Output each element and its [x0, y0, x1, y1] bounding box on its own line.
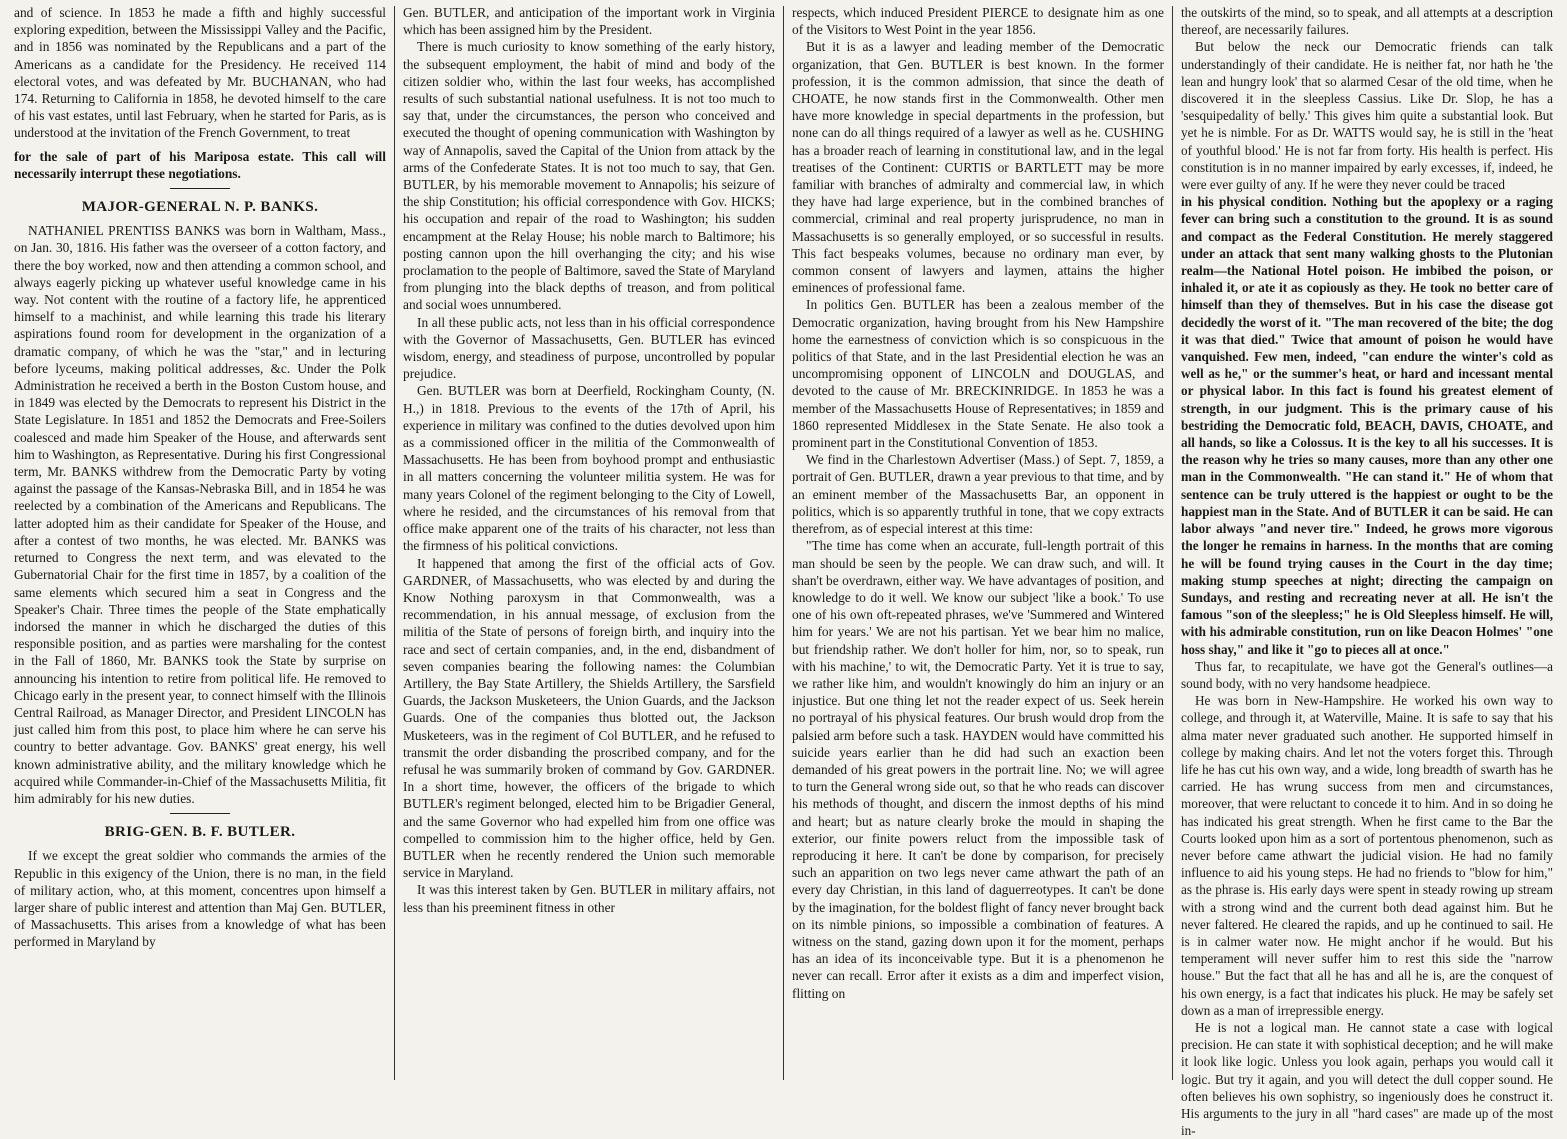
article-paragraph: He was born in New-Hampshire. He worked his own way to college, and through it, at Waterville, Maine. It is safe to say that his alma mater never graduated such another. He supported himself in college by making chairs. And let not the voters forget this. Through life he has cut his own way, and a wide, long breadth of swarth has he carried. He has wrung success from men and circumstances, moreover, that were reluctant to concede it to him. And in so doing he has indicated his great strength. When he first came to the Bar the Courts looked upon him as a sort of portentous phenomenon, such as never before came athwart the judicial vision. He had no family influence to aid his young steps. He had no friends to "blow for him," as the phrase is. His early days were spent in steady rowing up stream with a strong wind and the current both dead against him. But he never faltered. He cleared the rapids, and up he continued to sail. He is in calmer water now. He might anchor if he would. But his temperament will never suffer him to rest this side the "narrow house." But the fact that all he has and all he is, are the conquest of his own energy, is a fact that indicates his pluck. He may be safely set down as a man of irrepressible energy.: [1181, 693, 1553, 1018]
article-paragraph: He is not a logical man. He cannot state a case with logical precision. He can state it with sophistical deception; and he will make it look like logic. Unless you look again, perhaps you would call it logic. But try it again, and you will detect the dull copper sound. He often believes his own sophistry, so ingeniously does he construct it. His arguments to the jury in all "hard cases" are made up of the most in-: [1181, 1019, 1553, 1139]
article-paragraph: But below the neck our Democratic friends can talk understandingly of their candidate. He is neither fat, nor hath he 'the lean and hungry look' that so alarmed Cesar of the old time, when he discovered it in the sleepless Cassius. Like Dr. Slop, he has a 'sesquipedality of belly.' This gives him quite a substantial look. But yet he is nimble. For as Dr. WATTS would say, he is still in the 'heat of youthful blood.' He is not far from forty. His health is perfect. His constitution is in no manner impaired by early excesses, if, indeed, he were ever guilty of any. If he were they never could be traced: [1181, 39, 1553, 193]
article-paragraph: respects, which induced President PIERCE to designate him as one of the Visitors to West Point in the year 1856.: [792, 5, 1164, 38]
article-paragraph: It was this interest taken by Gen. BUTLER in military affairs, not less than his preeminent fitness in other: [403, 882, 775, 915]
article-paragraph: It happened that among the first of the official acts of Gov. GARDNER, of Massachusetts, who was elected by and during the Know Nothing paroxysm in that Commonwealth, was a recommendation, in his annual message, of exclusion from the militia of the State of persons of foreign birth, and inquiry into the race and sect of certain companies, and, in the end, disbandment of seven companies bearing the following names: the Columbian Artillery, the Bay State Artillery, the Shields Artillery, the Sarsfield Guards, the Jackson Musketeers, the Union Guards, and the Jackson Guards. One of the companies thus blotted out, the Jackson Musketeers, was in the regiment of Col BUTLER, and he refused to transmit the order disbanding the proscribed company, and for the refusal he was summarily broken of command by Gov. GARDNER. In a short time, however, the officers of the brigade to which BUTLER's regiment belonged, elected him to be Brigadier General, and the same Governor who had expelled him from one office was compelled to commission him to the higher office, held by Gen. BUTLER when he recently rendered the Union such memorable service in Maryland.: [403, 555, 775, 881]
article-paragraph: If we except the great soldier who commands the armies of the Republic in this exigency of the Union, there is no man, in the field of military action, who, at this moment, concentres upon himself a larger share of public interest and attention than Maj Gen. BUTLER, of Massachusetts. This arises from a knowledge of what has been performed in Maryland by: [14, 848, 386, 950]
section-heading-banks: MAJOR-GENERAL N. P. BANKS.: [81, 199, 319, 216]
article-paragraph: In politics Gen. BUTLER has been a zealous member of the Democratic organization, having brought from his New Hampshire home the earnestness of conviction which is so conspicuous in the politics of that State, and in the last Presidential election he was an uncompromising opponent of LINCOLN and DOUGLAS, and devoted to the cause of Mr. BRECKINRIDGE. In 1853 he was a member of the Massachusetts House of Representatives; in 1859 and 1860 represented Middlesex in the State Senate. He also took a prominent part in the Constitutional Convention of 1853.: [792, 297, 1164, 451]
article-paragraph-bold: for the sale of part of his Mariposa estate. This call will necessarily interrupt these negotiations.: [14, 148, 386, 181]
article-paragraph: Gen. BUTLER, and anticipation of the important work in Virginia which has been assigned him by the President.: [403, 5, 775, 38]
section-heading-butler: BRIG-GEN. B. F. BUTLER.: [104, 824, 296, 841]
column-1: [6, 4, 394, 1080]
section-divider: [170, 813, 230, 814]
article-paragraph-bold: in his physical condition. Nothing but the apoplexy or a raging fever can bring such a constitution to the ground. It is as sound and compact as the Federal Constitution. He merely staggered under an attack that sent many walking ghosts to the Plutonian realm—the National Hotel poison. He imbibed the poison, or inhaled it, or ate it as copiously as they. He took no better care of himself than they of themselves. But in his case the disease got decidedly the worst of it. "The man recovered of the bite; the dog it was that died." Twice that amount of poison he would have vanquished. Few men, indeed, "can endure the winter's cold as well as he," or the summer's heat, or hard and incessant mental or physical labor. In this fact is found his greatest element of strength, in our judgment. This is the primary cause of his bestriding the Democratic fold, BEACH, DAVIS, CHOATE, and all hands, so like a Colossus. It is the key to all his successes. It is the reason why he tries so many causes, more than any other one man in the Commonwealth. "He can stand it." He of whom that sentence can be truly uttered is the happiest or ought to be the happiest man in the State. And of BUTLER it can be said. He can labor always "and never tire." Indeed, he grows more vigorous the longer he remains in harness. In the months that are coming he will be found trying causes in the Court in the day time; making stump speeches at night; directing the campaign on Sundays, and resting and recreating never at all. He isn't the famous "son of the sleepless;" he is Old Sleepless himself. He will, with his admirable constitution, run on like Deacon Holmes' "one hoss shay," and like it "go to pieces all at once.": [1181, 194, 1553, 657]
article-paragraph: In all these public acts, not less than in his official correspondence with the Governor of Massachusetts, Gen. BUTLER has evinced wisdom, energy, and steadiness of purpose, uncontrolled by popular prejudice.: [403, 314, 775, 382]
article-paragraph: But it is as a lawyer and leading member of the Democratic organization, that Gen. BUTLER is best known. In the former profession, it is the common admission, that since the death of CHOATE, he now stands first in the Commonwealth. Other men have more knowledge in special departments in the profession, but none can do all things required of a lawyer as well as he. CUSHING has a broader reach of learning in constitutional law, and in the legal treatises of the Continent: CURTIS or BARTLETT may be more familiar with branches of admiralty and commercial law, in which they have had large experience, but in the combined branches of commercial, criminal and real property jurisprudence, no man in Massachusetts is so generally employed, or so successful in results. This fact bespeaks volumes, because no ordinary man ever, by common consent of lawyers and laymen, attains the higher eminences of professional fame.: [792, 39, 1164, 296]
column-2: [395, 4, 783, 1080]
article-paragraph: the outskirts of the mind, so to speak, and all attempts at a description thereof, are necessarily failures.: [1181, 5, 1553, 38]
article-paragraph: Gen. BUTLER was born at Deerfield, Rockingham County, (N. H.,) in 1818. Previous to the events of the 17th of April, his experience in military was confined to the duties devolved upon him as a commissioned officer in the militia of the Commonwealth of Massachusetts. He has been from boyhood prompt and enthusiastic in all matters concerning the volunteer militia system. He was for many years Colonel of the regiment belonging to the City of Lowell, where he resided, and the circumstances of his removal from that office make apparent one of the traits of his character, not less than the firmness of his political convictions.: [403, 383, 775, 554]
quoted-paragraph: "The time has come when an accurate, full-length portrait of this man should be seen by the people. We can draw such, and will. It shan't be overdrawn, either way. We have advantages of position, and knowledge to do it well. We know our subject 'like a book.' To use one of his own oft-repeated phrases, we've 'Summered and Wintered him for years.' We are not his partisan. Yet we bear him no malice, but friendship rather. We don't holler for him, nor, so to speak, run with his machine,' to wit, the Democratic Party. Yet it is true to say, we rather like him, and wouldn't knowingly do him an injury or an injustice. But one thing let not the reader expect of us. Seek herein no portrayal of his physical features. Our brush would drop from the palsied arm before such a task. HAYDEN would have committed his suicide years earlier than he did had such an exaction been demanded of his great powers in the portrait line. No; we will agree to turn the General wrong side out, so that he who reads can discover his methods of thought, and discern the inmost depths of his mind and heart; but as nature clearly broke the mould in shaping the exterior, our finite powers reluct from the impossible task of reproducing it here. It can't be done by comparison, for precisely such an apparition on two legs never came athwart the path of an every day Christian, in this land of daguerreotypes. It can't be done by the imagination, for the boldest flight of fancy never brought back on its nimble pinions, so impossible a combination of features. A witness on the stand, gazing down upon it for the moment, perhaps has an idea of its inconceivable type. But it is a phenomenon he never can recall. Error after it exists as a dim and imperfect vision, flitting on: [792, 538, 1164, 1001]
column-4: [1173, 4, 1561, 1139]
article-paragraph: and of science. In 1853 he made a fifth and highly successful exploring expedition, between the Mississippi Valley and the Pacific, and in 1856 was nominated by the Republicans and a part of the Americans as a candidate for the Presidency. He received 114 electoral votes, and was defeated by Mr. BUCHANAN, who had 174. Returning to California in 1858, he devoted himself to the care of his vast estates, until last February, when he started for Paris, as is understood at the invitation of the French Government, to treat: [14, 5, 386, 141]
article-paragraph: There is much curiosity to know something of the early history, the subsequent employment, the habit of mind and body of the citizen soldier who, within the last four weeks, has accomplished results of such substantial national usefulness. It is not too much to say that, under the circumstances, the person who conceived and executed the thought of opening communication with Washington by way of Annapolis, saved the Capital of the Union from attack by the arms of the Confederate States. It is not too much to say, that Gen. BUTLER, by his memorable movement to Annapolis; his seizure of the ship Constitution; his official correspondence with Gov. HICKS; his occupation and repair of the road to Washington; his sudden encampment at the Relay House; his noble march to Baltimore; his posting cannon upon the hill overhanging the city; and his wise proclamation to the people of Baltimore, saved the State of Maryland from plunging into the black depths of treason, and from political and social woes unnumbered.: [403, 39, 775, 313]
article-paragraph: We find in the Charlestown Advertiser (Mass.) of Sept. 7, 1859, a portrait of Gen. BUTLER, drawn a year previous to that time, and by an eminent member of the Massachusetts Bar, an opponent in politics, which is so apparently truthful in tone, that we copy extracts therefrom, as of especial interest at this time:: [792, 452, 1164, 537]
column-3: [784, 4, 1172, 1080]
article-paragraph: NATHANIEL PRENTISS BANKS was born in Waltham, Mass., on Jan. 30, 1816. His father was the overseer of a cotton factory, and there the boy worked, now and then attending a common school, and always eagerly picking up whatever useful knowledge came in his way. Not content with the routine of a factory life, he apprenticed himself to a machinist, and while learning this trade his literary aspirations found room for development in the organization of a dramatic company, of which he was the "star," and in lecturing before lyceums, making political addresses, &c. Under the Polk Administration he received a berth in the Boston Custom house, and in 1849 was elected by the Democrats to represent his District in the State Legislature. In 1851 and 1852 the Democrats and Free-Soilers coalesced and made him Speaker of the House, and afterwards sent him to Washington, as Representative. During his first Congressional term, Mr. BANKS withdrew from the Democratic Party by voting against the passage of the Kansas-Nebraska Bill, and in 1854 he was reelected by a combination of the Americans and Republicans. The latter adopted him as their candidate for Speaker of the House, and after a contest of two months, he was elected. Mr. BANKS was returned to Congress the next term, and was elevated to the Gubernatorial Chair for the first time in 1857, by a coalition of the same elements which secured him a seat in Congress and the Speaker's Chair. Three times the people of the State emphatically indorsed the manner in which he discharged the duties of this responsible position, and as parties were marshaling for the contest in the Fall of 1860, Mr. BANKS took the State by surprise on announcing his intention to retire from political life. He removed to Chicago early in the present year, to connect himself with the Illinois Central Railroad, as Manager Director, and President LINCOLN has just called him from this post, to place him where he can serve his country to better advantage. Gov. BANKS' great energy, his well known administrative ability, and the military knowledge which he acquired while Commander-in-Chief of the Massachusetts Militia, fit him admirably for his new duties.: [14, 223, 386, 806]
article-paragraph: Thus far, to recapitulate, we have got the General's outlines—a sound body, with no very handsome headpiece.: [1181, 658, 1553, 691]
section-divider: [170, 188, 230, 189]
